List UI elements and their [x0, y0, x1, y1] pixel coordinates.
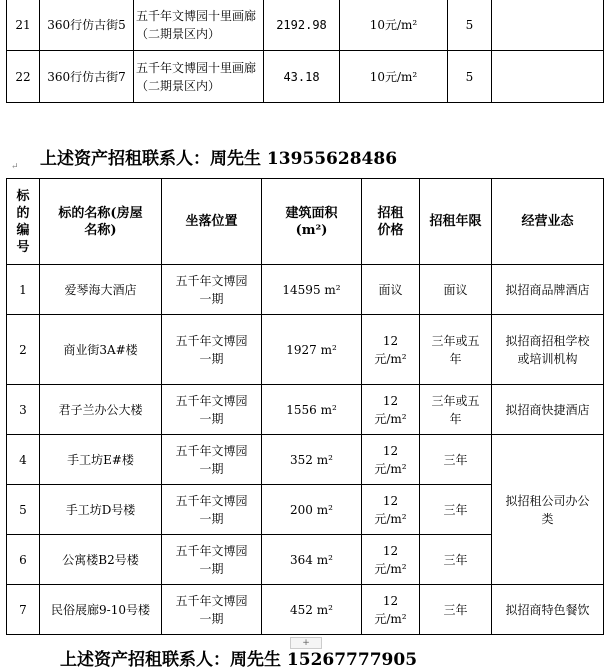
cell-no: 5: [7, 485, 40, 535]
cell-term: 三年: [420, 485, 492, 535]
cell-price: 面议: [362, 265, 420, 315]
cell-name: 手工坊D号楼: [40, 485, 162, 535]
asset-rental-table: [6, 178, 604, 635]
cell-name: 公寓楼B2号楼: [40, 535, 162, 585]
cell-term: 三年: [420, 435, 492, 485]
cell-price: 12元/m²: [362, 315, 420, 385]
cell-area: 2192.98: [264, 0, 340, 51]
cell-location: 五千年文博园一期: [162, 265, 262, 315]
cell-location: 五千年文博园十里画廊（二期景区内）: [134, 51, 264, 103]
cell-term: 三年或五年: [420, 385, 492, 435]
cell-area: 200 m²: [262, 485, 362, 535]
cell-business-merged: 拟招租公司办公类: [492, 435, 604, 585]
cell-location: 五千年文博园一期: [162, 585, 262, 635]
asset-table-continued: [6, 0, 604, 103]
cell-term: 5: [448, 0, 492, 51]
cell-business: 拟招商招租学校或培训机构: [492, 315, 604, 385]
cell-name: 爱琴海大酒店: [40, 265, 162, 315]
cell-area: 452 m²: [262, 585, 362, 635]
cell-area: 352 m²: [262, 435, 362, 485]
cell-empty: [492, 0, 604, 51]
table-row: [7, 315, 604, 385]
table-row: [7, 265, 604, 315]
cell-term: 面议: [420, 265, 492, 315]
cell-price: 12元/m²: [362, 385, 420, 435]
cell-term: 三年: [420, 585, 492, 635]
cell-no: 3: [7, 385, 40, 435]
cell-no: 21: [7, 0, 40, 51]
cell-term: 三年或五年: [420, 315, 492, 385]
header-no: 标的编号: [7, 179, 40, 265]
cell-price: 12元/m²: [362, 485, 420, 535]
paragraph-anchor-icon: ↵: [11, 162, 19, 172]
cell-area: 14595 m²: [262, 265, 362, 315]
cell-name: 手工坊E#楼: [40, 435, 162, 485]
header-name: 标的名称(房屋名称): [40, 179, 162, 265]
header-price: 招租价格: [362, 179, 420, 265]
cell-area: 364 m²: [262, 535, 362, 585]
table-row: [7, 51, 604, 103]
cell-location: 五千年文博园一期: [162, 385, 262, 435]
cell-price: 12元/m²: [362, 585, 420, 635]
header-term: 招租年限: [420, 179, 492, 265]
cell-business: 拟招商快捷酒店: [492, 385, 604, 435]
cell-area: 1556 m²: [262, 385, 362, 435]
cell-location: 五千年文博园十里画廊（二期景区内）: [134, 0, 264, 51]
cell-price: 10元/m²: [340, 51, 448, 103]
cell-location: 五千年文博园一期: [162, 435, 262, 485]
contact-line-2: 上述资产招租联系人：周先生 15267777905: [60, 650, 418, 670]
cell-no: 6: [7, 535, 40, 585]
cell-name: 360行仿古街5: [40, 0, 134, 51]
table-row: [7, 0, 604, 51]
header-business: 经营业态: [492, 179, 604, 265]
cell-term: 5: [448, 51, 492, 103]
cell-no: 22: [7, 51, 40, 103]
cell-location: 五千年文博园一期: [162, 485, 262, 535]
cell-no: 7: [7, 585, 40, 635]
cell-no: 1: [7, 265, 40, 315]
header-area: 建筑面积(m²): [262, 179, 362, 265]
cell-no: 2: [7, 315, 40, 385]
cell-business: 拟招商特色餐饮: [492, 585, 604, 635]
table-header-row: [7, 179, 604, 265]
cell-name: 君子兰办公大楼: [40, 385, 162, 435]
cell-empty: [492, 51, 604, 103]
cell-price: 10元/m²: [340, 0, 448, 51]
cell-location: 五千年文博园一期: [162, 535, 262, 585]
cell-location: 五千年文博园一期: [162, 315, 262, 385]
cell-area: 1927 m²: [262, 315, 362, 385]
contact-line-1: 上述资产招租联系人：周先生 13955628486: [40, 149, 398, 169]
cell-area: 43.18: [264, 51, 340, 103]
cell-price: 12元/m²: [362, 435, 420, 485]
cell-name: 360行仿古街7: [40, 51, 134, 103]
cell-price: 12元/m²: [362, 535, 420, 585]
cell-name: 民俗展廊9-10号楼: [40, 585, 162, 635]
cell-business: 拟招商品牌酒店: [492, 265, 604, 315]
header-location: 坐落位置: [162, 179, 262, 265]
cell-name: 商业街3A#楼: [40, 315, 162, 385]
cell-term: 三年: [420, 535, 492, 585]
table-row: [7, 435, 604, 485]
table-row: [7, 585, 604, 635]
table-move-handle-icon[interactable]: +: [290, 637, 322, 649]
table-row: [7, 385, 604, 435]
cell-no: 4: [7, 435, 40, 485]
